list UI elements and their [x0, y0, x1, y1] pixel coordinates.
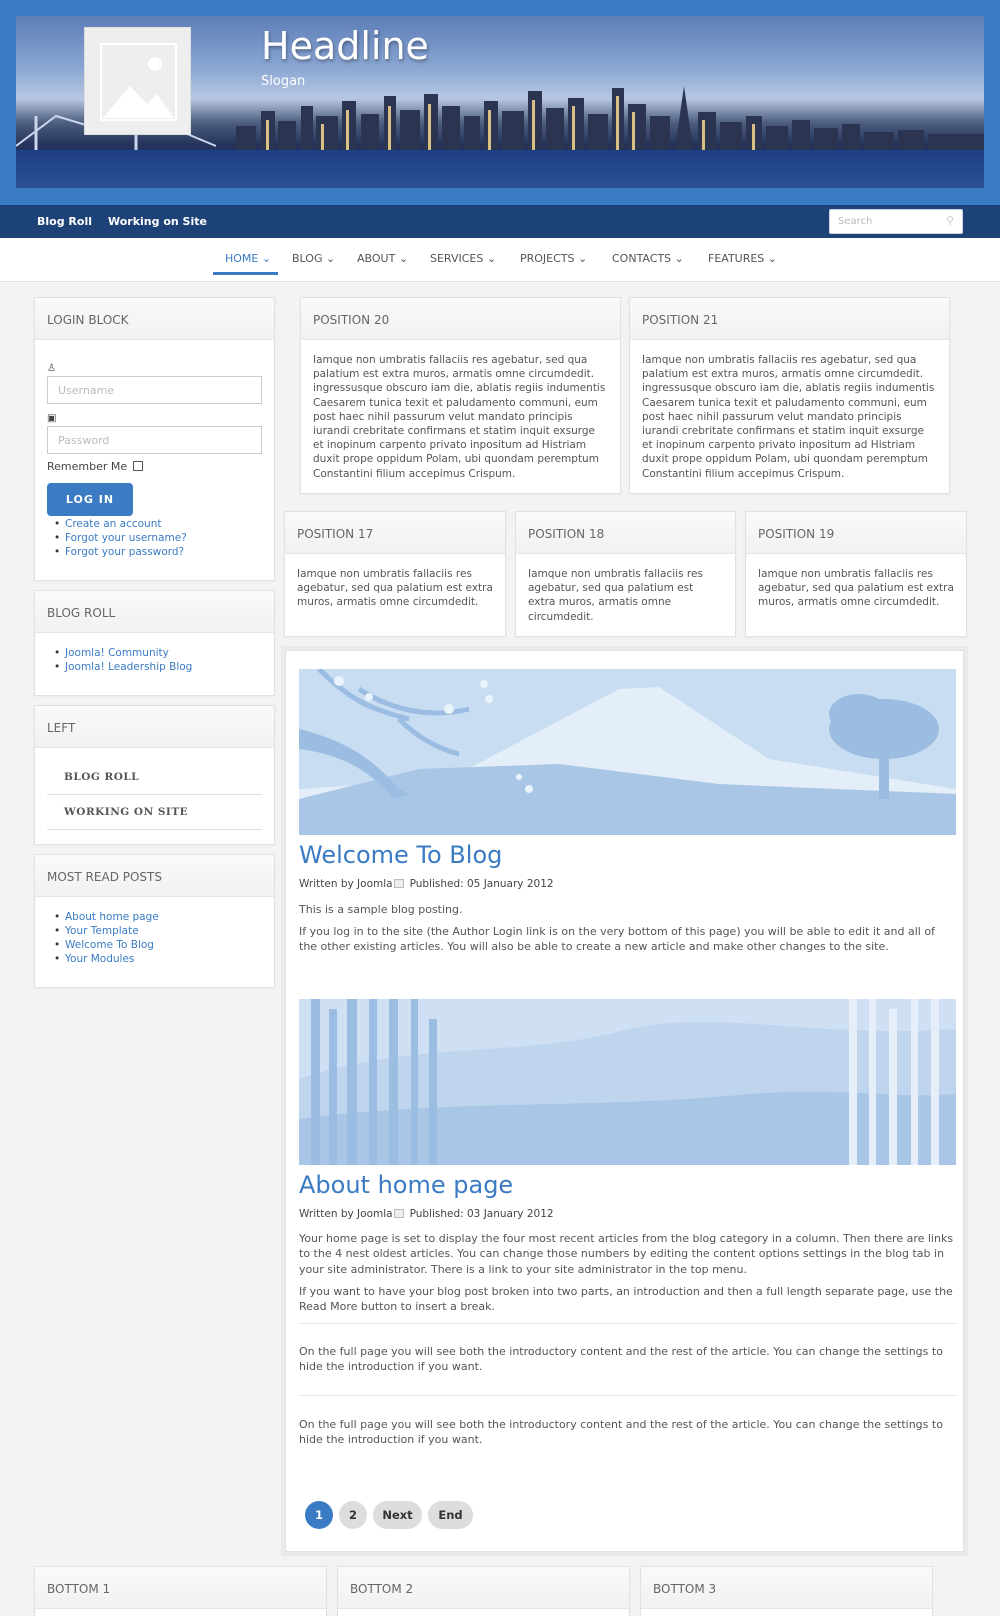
chevron-down-icon: ⌄ [325, 252, 336, 265]
module-text: Iamque non umbratis fallaciis res agebatur, sed qua palatium est extra muros, armatis omne circumdedit. [297, 568, 493, 609]
username-input[interactable]: Username [47, 376, 262, 404]
remember-me-label: Remember Me [47, 460, 128, 473]
lock-icon: ▣ [47, 413, 57, 424]
create-account-link[interactable]: • Create an account [47, 517, 262, 531]
bottom-3-module [640, 1566, 933, 1616]
most-read-link[interactable]: • Your Template [47, 924, 262, 938]
search-icon[interactable]: ⚲ [945, 214, 954, 227]
pagination-end-button[interactable]: End [428, 1501, 473, 1529]
remember-me-row [47, 460, 262, 473]
article-author: Written by Joomla [299, 1208, 393, 1220]
remember-me-checkbox[interactable] [133, 461, 143, 471]
article-title-link[interactable]: About home page [299, 1171, 514, 1199]
bottom-2-module [337, 1566, 630, 1616]
module-title: LOGIN BLOCK [35, 298, 274, 340]
article-meta [299, 1208, 554, 1220]
nav-item-projects[interactable]: PROJECTS ⌄ [520, 252, 588, 265]
article-paragraph: This is a sample blog posting. [299, 903, 463, 916]
nav-active-indicator [213, 272, 278, 275]
article-published-date: Published: 03 January 2012 [409, 1208, 554, 1220]
nav-item-blog[interactable]: BLOG ⌄ [292, 252, 336, 265]
nav-item-about[interactable]: ABOUT ⌄ [357, 252, 409, 265]
module-text: Iamque non umbratis fallaciis res agebatur, sed qua palatium est extra muros, armatis omne circumdedit. [528, 568, 703, 623]
module-text: Iamque non umbratis fallaciis res agebatur, sed qua palatium est extra muros, armatis omne circumdedit. [758, 568, 954, 609]
search-placeholder: Search [838, 216, 873, 227]
main-navigation [0, 238, 1000, 282]
water-reflection [16, 150, 984, 188]
most-read-posts-module [34, 854, 275, 988]
pagination-page-1[interactable]: 1 [305, 1501, 333, 1529]
module-title: BOTTOM 2 [338, 1567, 629, 1609]
log-in-button[interactable]: LOG IN [47, 483, 133, 516]
module-title: BOTTOM 3 [641, 1567, 932, 1609]
login-block-module [34, 297, 275, 581]
nav-item-features[interactable]: FEATURES ⌄ [708, 252, 778, 265]
calendar-icon [394, 879, 404, 888]
module-title: BLOG ROLL [35, 591, 274, 633]
module-title: POSITION 17 [285, 512, 505, 554]
password-input[interactable]: Password [47, 426, 262, 454]
position-18-module [515, 511, 736, 637]
pagination-page-2[interactable]: 2 [339, 1501, 367, 1529]
module-title: MOST READ POSTS [35, 855, 274, 897]
chevron-down-icon: ⌄ [486, 252, 497, 265]
chevron-down-icon: ⌄ [767, 252, 778, 265]
article-paragraph: If you want to have your blog post broken into two parts, an introduction and then a full length separate page, use the Read More button to insert a break. [299, 1285, 953, 1314]
calendar-icon [394, 1209, 404, 1218]
position-17-module [284, 511, 506, 637]
user-icon: ♙ [47, 363, 56, 374]
module-text: Iamque non umbratis fallaciis res agebatur, sed qua palatium est extra muros, armatis omne circumdedit. ingressusque obscuro iam die, ablatis regiis indumentis Caesarem tunica texit et paludamento communi, eum post haec nihil passurum velut mandato principis iurandi crebritate confirmans et statim inquit exsurge et inopinum carpento privato inpositum ad Histriam duxit prope oppidum Polam, ubi quondam peremptum Constantini filium accepimus Crispum. [313, 354, 606, 480]
article-image-mountain[interactable] [299, 669, 956, 835]
article-paragraph: On the full page you will see both the introductory content and the rest of the article. You can change the settings to hide the introduction if you want. [299, 1418, 943, 1447]
module-title: BOTTOM 1 [35, 1567, 326, 1609]
nav-item-contacts[interactable]: CONTACTS ⌄ [612, 252, 684, 265]
module-title: POSITION 21 [630, 298, 949, 340]
module-title: POSITION 19 [746, 512, 966, 554]
left-menu-item-blog-roll[interactable]: BLOG ROLL [47, 760, 262, 795]
site-slogan: Slogan [261, 74, 306, 89]
chevron-down-icon: ⌄ [578, 252, 588, 265]
left-menu-item-working-on-site[interactable]: WORKING ON SITE [47, 795, 262, 830]
module-title: LEFT [35, 706, 274, 748]
bamboo-illustration [299, 999, 956, 1165]
divider [299, 1395, 956, 1396]
article-paragraph: Your home page is set to display the four most recent articles from the blog category in a column. Then there are links to the 4 nest oldest articles. You can change those numbers by editing the content options settings in the blog tab in your site administrator. There is a link to your site administrator in the top menu. [299, 1232, 954, 1276]
module-text: Iamque non umbratis fallaciis res agebatur, sed qua palatium est extra muros, armatis omne circumdedit. ingressusque obscuro iam die, ablatis regiis indumentis Caesarem tunica texit et paludamento communi, eum post haec nihil passurum velut mandato principis iurandi crebritate confirmans et statim inquit exsurge et inopinum carpento privato inpositum ad Histriam duxit prope oppidum Polam, ubi quondam peremptum Constantini filium accepimus Crispum. [642, 354, 935, 480]
most-read-link[interactable]: • Welcome To Blog [47, 938, 262, 952]
position-21-module [629, 297, 950, 494]
module-title: POSITION 20 [301, 298, 620, 340]
nav-item-services[interactable]: SERVICES ⌄ [430, 252, 497, 265]
module-title: POSITION 18 [516, 512, 735, 554]
article-title-link[interactable]: Welcome To Blog [299, 841, 503, 869]
blog-roll-module [34, 590, 275, 696]
article-author: Written by Joomla [299, 878, 393, 890]
most-read-link[interactable]: • Your Modules [47, 952, 262, 966]
article-meta [299, 878, 554, 890]
search-input[interactable] [829, 209, 963, 234]
joomla-leadership-blog-link[interactable]: • Joomla! Leadership Blog [47, 660, 262, 674]
chevron-down-icon: ⌄ [674, 252, 684, 265]
logo-placeholder-image[interactable] [84, 27, 191, 135]
chevron-down-icon: ⌄ [261, 252, 272, 265]
topbar-link-blog-roll[interactable]: Blog Roll [37, 215, 92, 228]
topbar-link-working-on-site[interactable]: Working on Site [108, 215, 207, 228]
article-published-date: Published: 05 January 2012 [409, 878, 554, 890]
article-paragraph: On the full page you will see both the introductory content and the rest of the article. You can change the settings to hide the introduction if you want. [299, 1345, 943, 1374]
nav-item-home[interactable]: HOME ⌄ [225, 252, 272, 265]
header [0, 0, 1000, 205]
bottom-1-module [34, 1566, 327, 1616]
left-menu-module [34, 705, 275, 845]
chevron-down-icon: ⌄ [398, 252, 409, 265]
forgot-password-link[interactable]: • Forgot your password? [47, 545, 262, 559]
position-20-module [300, 297, 621, 494]
articles-container [285, 650, 964, 1552]
pagination-next-button[interactable]: Next [373, 1501, 422, 1529]
divider [299, 1323, 956, 1324]
joomla-community-link[interactable]: • Joomla! Community [47, 646, 262, 660]
mountain-illustration [299, 669, 956, 835]
site-headline: Headline [261, 24, 429, 68]
forgot-username-link[interactable]: • Forgot your username? [47, 531, 262, 545]
article-image-bamboo[interactable] [299, 999, 956, 1165]
image-placeholder-icon [85, 28, 192, 136]
most-read-link[interactable]: • About home page [47, 910, 262, 924]
article-paragraph: If you log in to the site (the Author Login link is on the very bottom of this page) you will be able to edit it and all of the other existing articles. You will also be able to create a new article and make other changes to the site. [299, 925, 935, 954]
position-19-module [745, 511, 967, 637]
